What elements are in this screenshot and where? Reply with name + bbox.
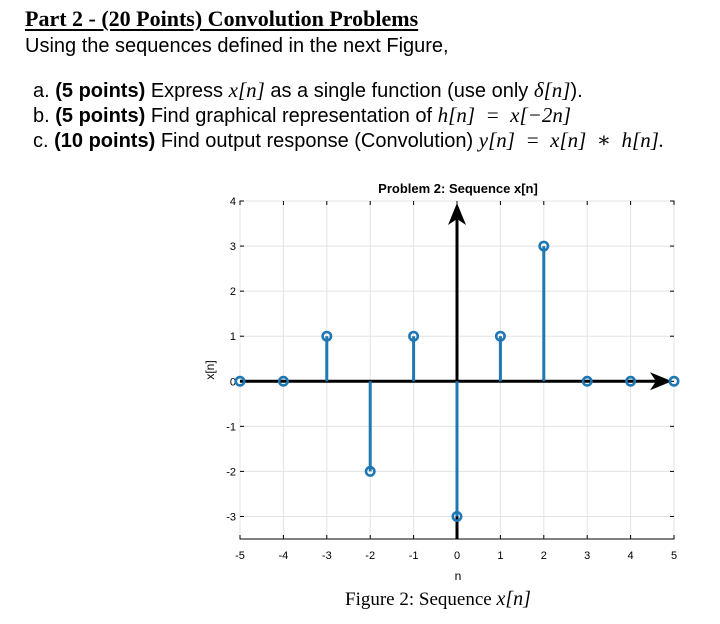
question-points: (10 points) bbox=[54, 130, 156, 152]
question-math: δ[n] bbox=[533, 78, 571, 102]
x-tick-label: 0 bbox=[453, 550, 461, 562]
x-axis-label: n bbox=[454, 569, 462, 583]
x-tick-label: 3 bbox=[584, 550, 591, 562]
question-points: (5 points) bbox=[55, 105, 146, 127]
y-tick-label: 1 bbox=[229, 331, 236, 344]
y-tick-label: -2 bbox=[226, 466, 236, 479]
question-math: h[n] = x[−2n] bbox=[437, 103, 572, 127]
y-axis-label: x[n] bbox=[203, 360, 217, 380]
x-tick-label: -4 bbox=[278, 550, 289, 562]
question-letter: b. bbox=[33, 105, 50, 127]
chart-title: Problem 2: Sequence x[n] bbox=[378, 181, 538, 196]
x-tick-label: -2 bbox=[365, 550, 376, 562]
x-tick-label: -5 bbox=[235, 550, 245, 562]
question-math: x[n] bbox=[228, 78, 265, 102]
y-tick-label: 3 bbox=[229, 241, 236, 254]
y-tick-label: -3 bbox=[226, 511, 236, 524]
question-letter: a. bbox=[33, 80, 50, 102]
caption-math: x[n] bbox=[496, 588, 531, 610]
question-text: as a single function (use only bbox=[270, 80, 529, 102]
intro-text: Using the sequences defined in the next Figure, bbox=[25, 35, 449, 57]
x-tick-label: 4 bbox=[627, 550, 634, 562]
caption-text: Figure 2: Sequence bbox=[345, 589, 492, 610]
question-letter: c. bbox=[33, 130, 49, 152]
x-tick-label: 1 bbox=[497, 550, 504, 562]
page-title: Part 2 - (20 Points) Convolution Problems bbox=[25, 6, 419, 31]
question-text: Find graphical representation of bbox=[150, 105, 433, 127]
question-text: Express bbox=[150, 80, 224, 102]
question-text: ). bbox=[570, 80, 583, 102]
y-tick-label: 0 bbox=[229, 376, 236, 389]
question-text: Find output response (Convolution) bbox=[160, 130, 474, 152]
question-points: (5 points) bbox=[55, 80, 146, 102]
question-math: y[n] = x[n] ∗ h[n]. bbox=[478, 128, 665, 152]
y-tick-label: 4 bbox=[229, 196, 236, 208]
x-tick-label: 2 bbox=[540, 550, 547, 562]
x-tick-label: -3 bbox=[321, 550, 332, 562]
x-tick-label: -1 bbox=[408, 550, 419, 562]
x-tick-label: 5 bbox=[670, 550, 678, 562]
y-tick-label: 2 bbox=[229, 286, 236, 299]
y-tick-label: -1 bbox=[226, 421, 236, 434]
